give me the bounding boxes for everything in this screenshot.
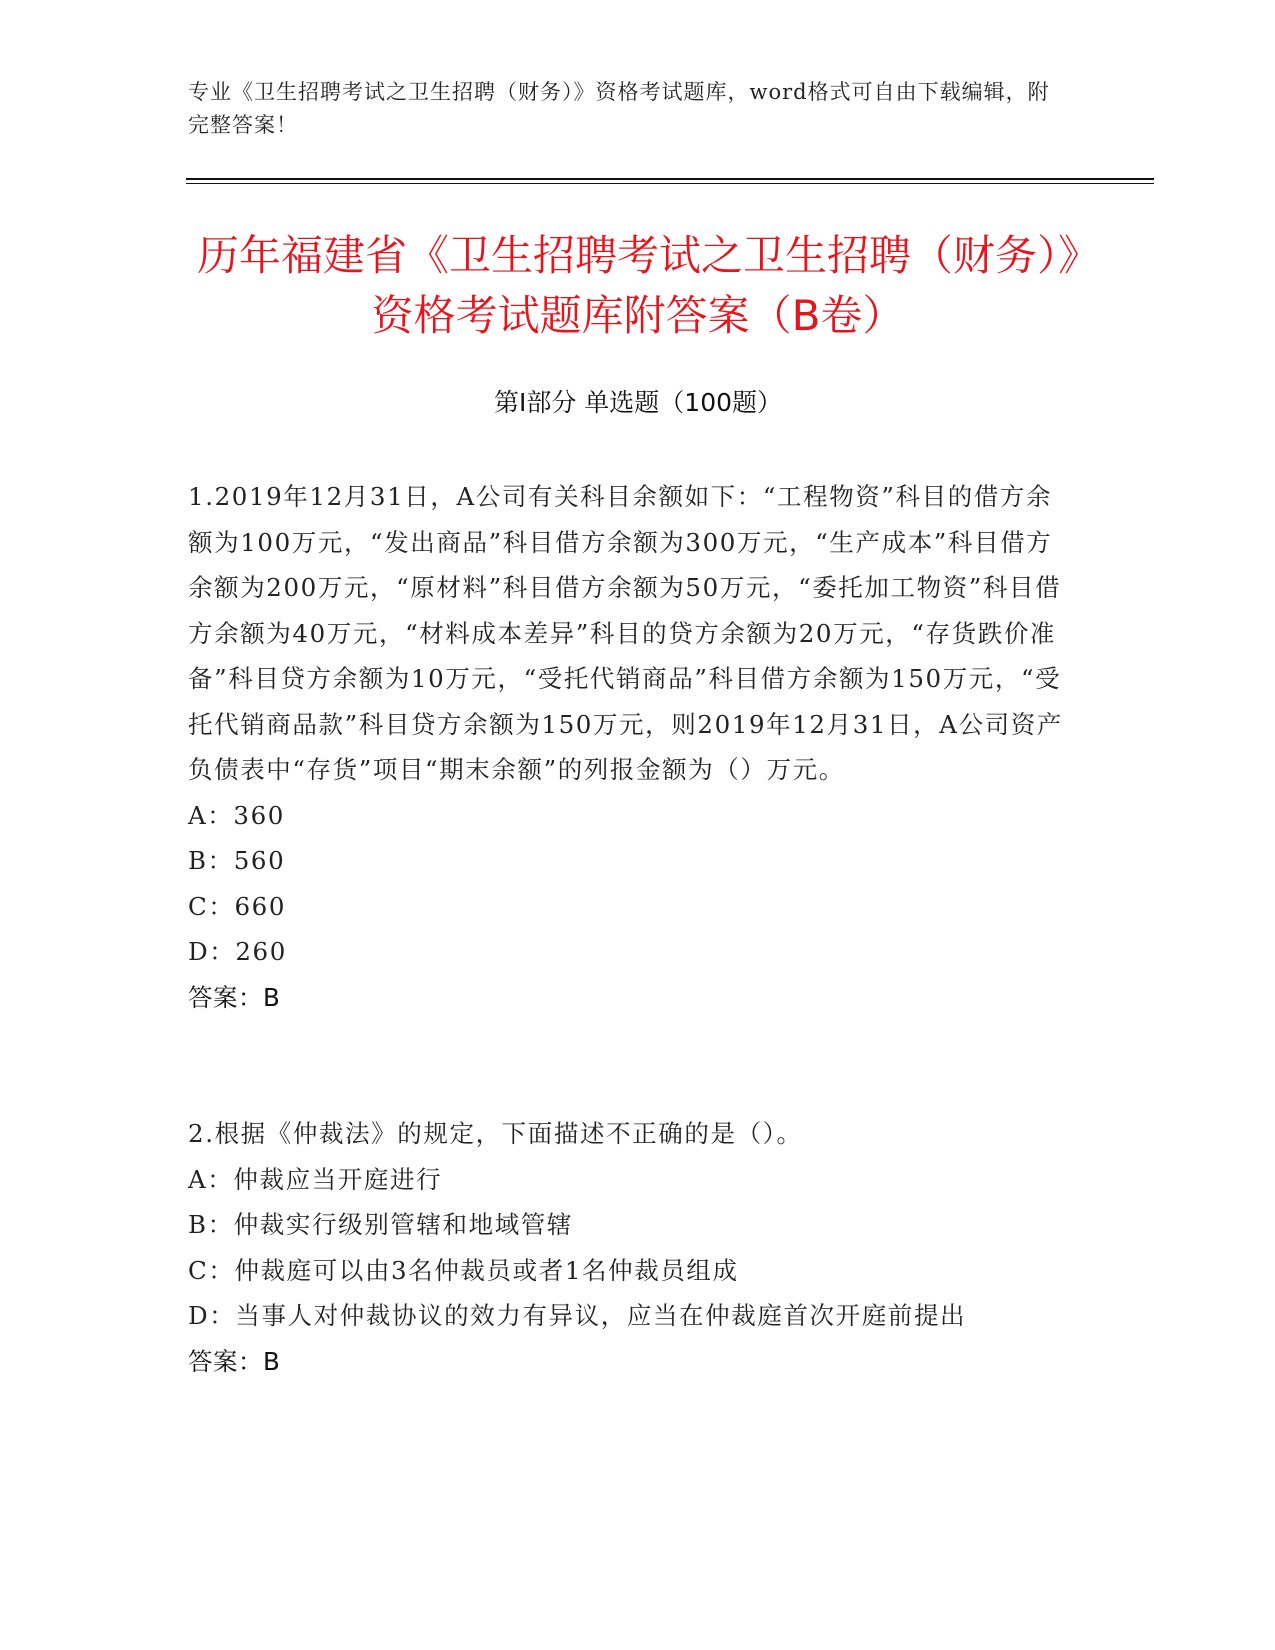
option-b: B：仲裁实行级别管辖和地域管辖 — [188, 1210, 574, 1239]
option-a: A：仲裁应当开庭进行 — [188, 1164, 443, 1194]
answer-label: 答案：B — [188, 1346, 281, 1376]
document-title: 历年福建省《卫生招聘考试之卫生招聘（财务）》资格考试题库附答案（B卷） — [196, 231, 1079, 340]
header-note: 专业《卫生招聘考试之卫生招聘（财务）》资格考试题库，word格式可自由下载编辑，附完整答案！ — [188, 80, 1050, 137]
option-c: C：660 — [188, 891, 287, 921]
header-divider-thick — [186, 178, 1154, 180]
section-title: 第Ⅰ部分 单选题（100题） — [493, 388, 783, 417]
question-stem: 2.根据《仲裁法》的规定，下面描述不正确的是（）。 — [188, 1119, 803, 1148]
option-list — [188, 1157, 1068, 1339]
answer-label: 答案：B — [188, 982, 281, 1012]
question-2 — [188, 1111, 1068, 1384]
option-list — [188, 793, 1068, 975]
option-d: D：260 — [188, 937, 287, 966]
header-divider-thin — [186, 183, 1154, 184]
option-d: D：当事人对仲裁协议的效力有异议，应当在仲裁庭首次开庭前提出 — [188, 1301, 967, 1330]
question-1 — [188, 474, 1068, 1020]
option-a: A：360 — [188, 800, 285, 830]
option-c: C：仲裁庭可以由3名仲裁员或者1名仲裁员组成 — [188, 1255, 739, 1285]
question-stem: 1.2019年12月31日，A公司有关科目余额如下：“工程物资”科目的借方余额为100万元，“发出商品”科目借方余额为300万元，“生产成本”科目借方余额为200万元，“原材料”科目借方余额为50万元，“委托加工物资”科目借方余额为40万元，“材料成本差异”科目的贷方余额为20万元，“存货跌价准备”科目贷方余额为10万元，“受托代销商品”科目借方余额为150万元，“受托代销商品款”科目贷方余额为150万元，则2019年12月31日，A公司资产负债表中“存货”项目“期末余额”的列报金额为（）万元。 — [188, 482, 1063, 784]
option-b: B：560 — [188, 846, 286, 875]
